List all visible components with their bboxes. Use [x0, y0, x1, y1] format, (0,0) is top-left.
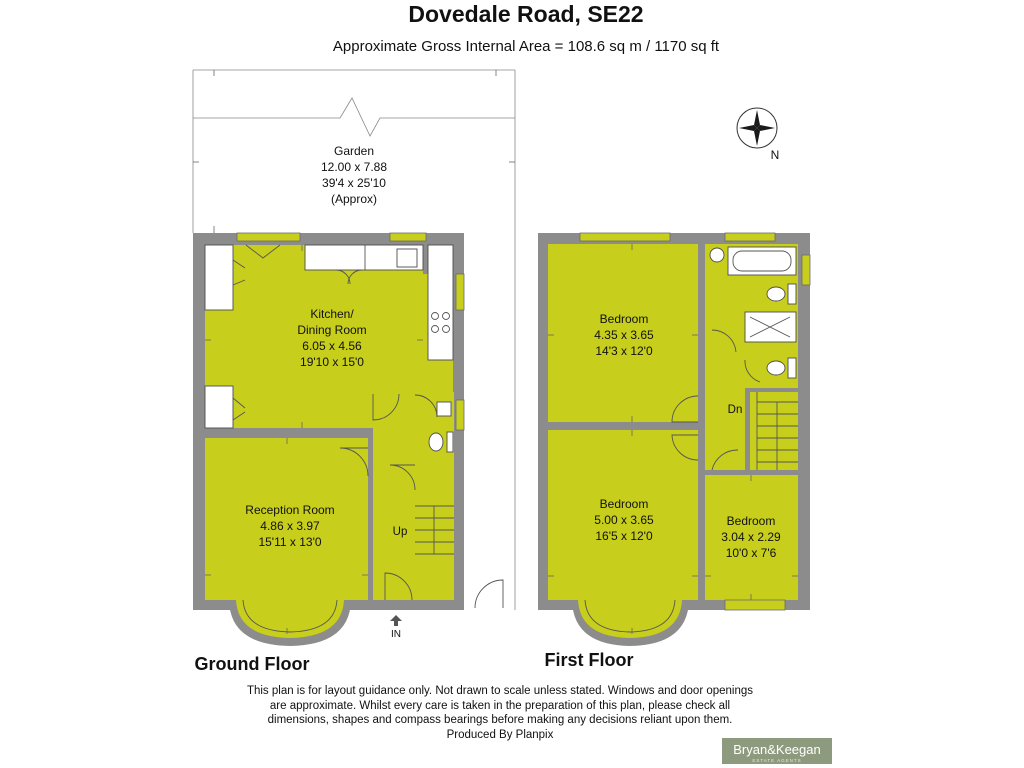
ground-floor-plan: [193, 233, 503, 646]
bedroom-rear-label: Bedroom: [599, 312, 649, 326]
reception-imperial: 15'11 x 13'0: [258, 535, 322, 549]
reception-label: Reception Room: [245, 503, 335, 517]
disclaimer-line-3: dimensions, shapes and compass bearings before making any decisions reliant upon them.: [267, 714, 733, 726]
agent-logo-text: Bryan&Keegan: [733, 742, 821, 757]
first-floor-label: First Floor: [544, 650, 634, 670]
agent-logo-tagline: ESTATE AGENTS: [752, 758, 802, 763]
ground-stairs-label: Up: [392, 526, 408, 538]
bedroom-small-metric: 3.04 x 2.29: [721, 530, 781, 544]
garden-metric: 12.00 x 7.88: [320, 160, 388, 174]
compass-rose-icon: [737, 108, 777, 148]
kitchen-imperial: 19'10 x 15'0: [300, 355, 364, 369]
page-subtitle: Approximate Gross Internal Area = 108.6 sq m / 1170 sq ft: [332, 38, 720, 55]
disclaimer-line-1: This plan is for layout guidance only. Not drawn to scale unless stated. Windows and door openings: [246, 685, 754, 697]
ground-floor-label: Ground Floor: [194, 654, 310, 674]
bedroom-front-label: Bedroom: [599, 497, 649, 511]
entrance-label: IN: [391, 629, 401, 640]
first-stairs-label: Dn: [727, 404, 743, 416]
kitchen-metric: 6.05 x 4.56: [302, 339, 362, 353]
bedroom-small-imperial: 10'0 x 7'6: [725, 546, 777, 560]
disclaimer-line-2: are approximate. Whilst every care is taken in the preparation of this plan, please check all: [269, 700, 731, 712]
garden-name: Garden: [333, 144, 375, 158]
page-title: Dovedale Road, SE22: [408, 1, 644, 27]
entrance-arrow-icon: [390, 615, 402, 626]
agent-logo: [722, 738, 832, 764]
kitchen-label-line2: Dining Room: [297, 323, 367, 337]
bedroom-rear-imperial: 14'3 x 12'0: [595, 344, 653, 358]
garden-imperial: 39'4 x 25'10: [322, 176, 386, 190]
bedroom-front-imperial: 16'5 x 12'0: [595, 529, 653, 543]
compass-north-label: N: [770, 148, 780, 162]
bedroom-front-metric: 5.00 x 3.65: [594, 513, 654, 527]
kitchen-label-line1: Kitchen/: [310, 307, 354, 321]
reception-metric: 4.86 x 3.97: [260, 519, 320, 533]
bedroom-rear-metric: 4.35 x 3.65: [594, 328, 654, 342]
disclaimer-line-4: Produced By Planpix: [446, 729, 554, 741]
bedroom-small-label: Bedroom: [726, 514, 776, 528]
first-floor-plan: [538, 233, 810, 646]
garden-note: (Approx): [330, 192, 378, 206]
